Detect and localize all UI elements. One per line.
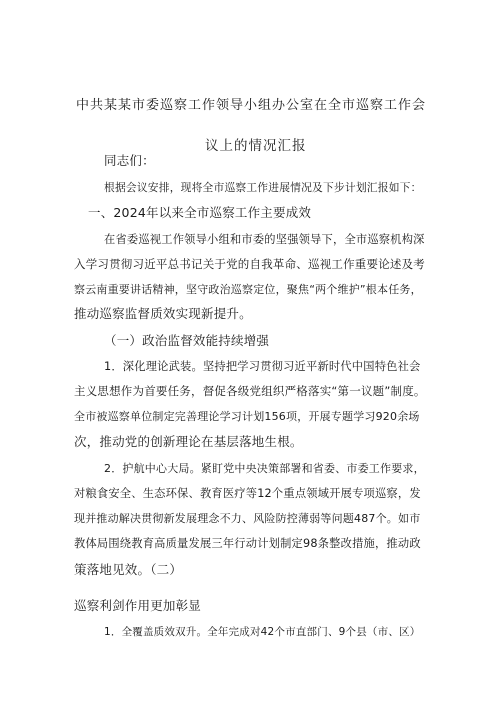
item-1-line-1: 1．深化理论武装。坚持把学习贯彻习近平新时代中国特色社会 <box>104 360 421 373</box>
item-1-line-3: 全市被巡察单位制定完善理论学习计划156项，开展专题学习920余场 <box>74 410 420 423</box>
item-2-line-1: 2．护航中心大局。紧盯党中央决策部署和省委、市委工作要求， <box>104 462 425 475</box>
intro-paragraph: 根据会议安排，现将全市巡察工作进展情况及下步计划汇报如下： <box>104 181 422 194</box>
document-title-line-1: 中共某某市委巡察工作领导小组办公室在全市巡察工作会 <box>76 98 427 113</box>
item-3-line-1: 1．全覆盖质效双升。全年完成对42个市直部门、9个县（市、区） <box>104 626 421 638</box>
item-2-line-2: 对粮食安全、生态环保、教育医疗等12个重点领域开展专项巡察，发 <box>74 487 421 500</box>
subsection-1-heading: （一）政治监督效能持续增强 <box>104 333 270 348</box>
document-title-line-2: 议上的情况汇报 <box>205 138 307 154</box>
item-2-line-5: 策落地见效。（二） <box>74 562 183 577</box>
salutation: 同志们： <box>104 153 155 168</box>
item-2-line-4: 教体局围绕教育高质量发展三年行动计划制定98条整改措施，推动政 <box>74 537 421 550</box>
subsection-2-heading: 巡察利剑作用更加彰显 <box>74 598 202 613</box>
paragraph-1-line-2: 入学习贯彻习近平总书记关于党的自我革命、巡视工作重要论述及考 <box>74 257 425 271</box>
paragraph-1-line-4: 推动巡察监督质效实现新提升。 <box>74 306 252 321</box>
item-1-line-2: 主义思想作为首要任务，督促各级党组织严格落实“第一议题”制度。 <box>74 384 426 398</box>
paragraph-1-line-3: 察云南重要讲话精神，坚守政治巡察定位，聚焦“两个维护”根本任务， <box>74 283 422 296</box>
item-2-line-3: 现并推动解决贯彻新发展理念不力、风险防控薄弱等问题487个。如市 <box>74 512 421 525</box>
section-1-heading: 一、2024年以来全市巡察工作主要成效 <box>88 205 312 220</box>
paragraph-1-line-1: 在省委巡视工作领导小组和市委的坚强领导下，全市巡察机构深 <box>104 233 425 246</box>
item-1-line-4: 次，推动党的创新理论在基层落地生根。 <box>74 434 303 449</box>
